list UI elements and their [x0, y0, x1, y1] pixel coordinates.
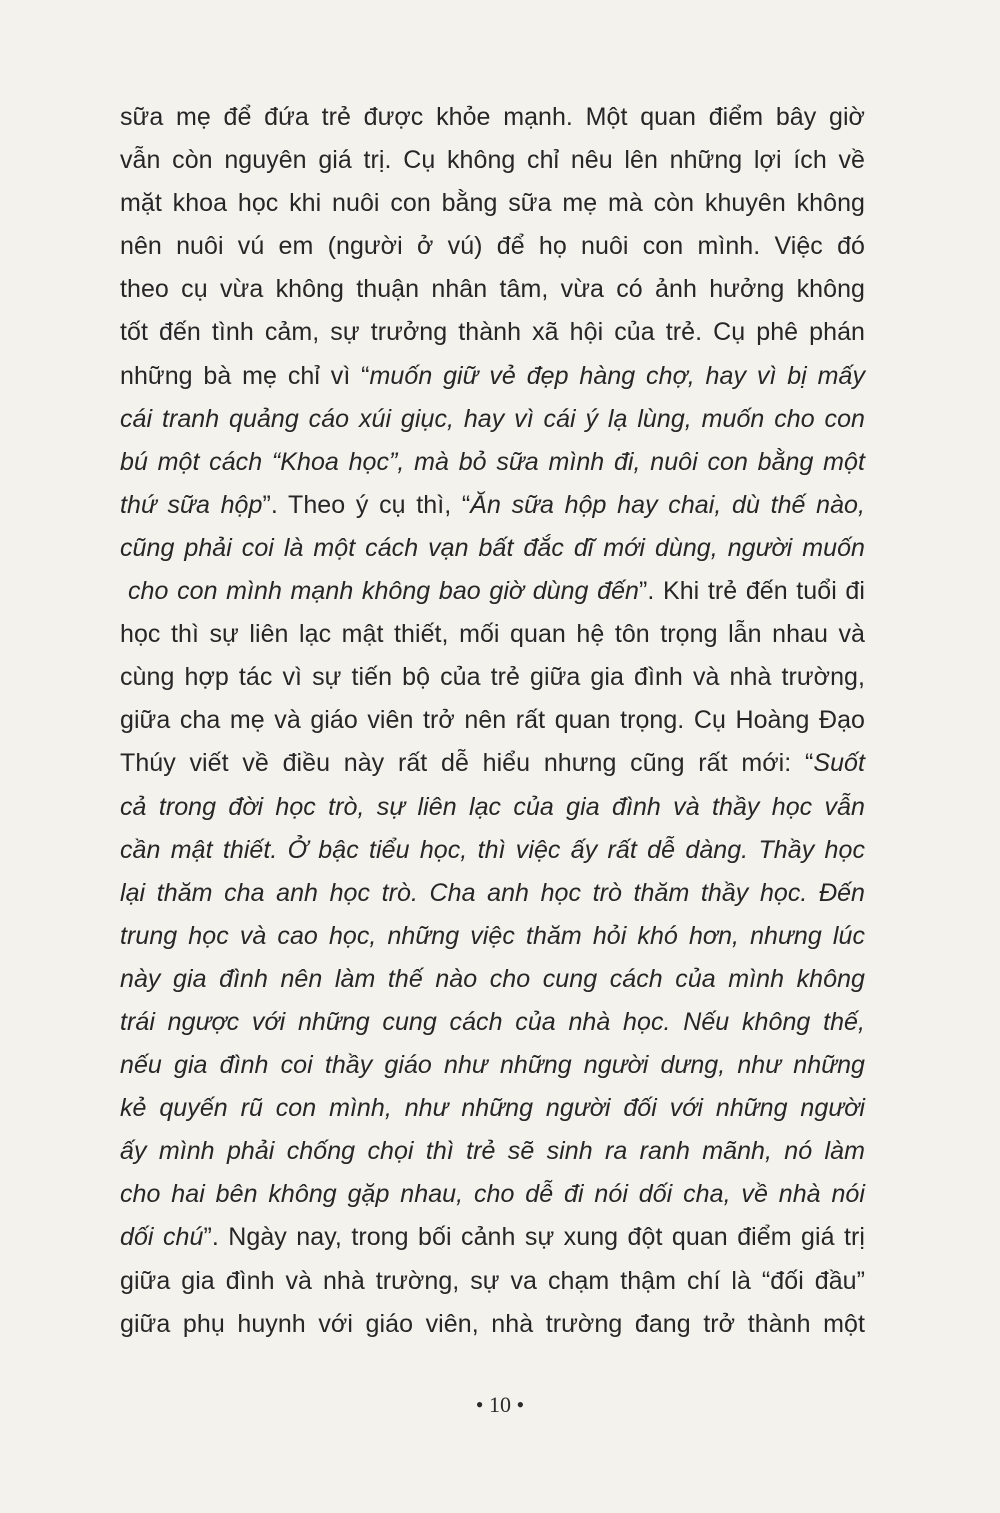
text-segment: giữa cha mẹ và giáo viên trở nên rất quan trọng. Cụ Hoàng Đạo — [120, 706, 865, 735]
italic-quote-segment: cho hai bên không gặp nhau, cho dễ đi nói dối cha, về nhà nói — [120, 1180, 865, 1209]
text-line — [120, 441, 865, 484]
text-segment: học thì sự liên lạc mật thiết, mối quan hệ tôn trọng lẫn nhau và — [120, 620, 865, 649]
text-segment: cùng hợp tác vì sự tiến bộ của trẻ giữa gia đình và nhà trường, — [120, 663, 865, 692]
text-line — [120, 656, 865, 699]
text-line — [120, 268, 865, 311]
text-line — [120, 1001, 865, 1044]
text-segment: giữa phụ huynh với giáo viên, nhà trường đang trở thành một — [120, 1309, 865, 1338]
italic-quote-segment: nếu gia đình coi thầy giáo như những người dưng, như những — [120, 1051, 865, 1080]
text-line — [120, 398, 865, 441]
text-segment: Thúy viết về điều này rất dễ hiểu nhưng cũng rất mới: “ — [120, 749, 814, 778]
text-line — [120, 1044, 865, 1087]
text-line — [120, 915, 865, 958]
italic-quote-segment: cả trong đời học trò, sự liên lạc của gia đình và thầy học vẫn — [120, 792, 865, 821]
text-line — [120, 96, 865, 139]
italic-quote-segment: Ăn sữa hộp hay chai, dù thế nào, — [470, 490, 865, 519]
text-line — [120, 1216, 865, 1259]
text-line — [120, 829, 865, 872]
page-number: • 10 • — [475, 1392, 525, 1417]
italic-quote-segment: trái ngược với những cung cách của nhà học. Nếu không thế, — [120, 1007, 865, 1036]
text-line — [120, 311, 865, 354]
italic-quote-segment: này gia đình nên làm thế nào cho cung cách của mình không — [120, 964, 865, 993]
text-line — [120, 786, 865, 829]
text-line — [120, 1303, 865, 1346]
text-line — [120, 1173, 865, 1216]
italic-quote-segment: cũng phải coi là một cách vạn bất đắc dĩ mới dùng, người muốn — [120, 533, 865, 562]
text-segment: theo cụ vừa không thuận nhân tâm, vừa có ảnh hưởng không — [120, 275, 865, 304]
text-line — [120, 1130, 865, 1173]
body-text — [120, 96, 865, 1346]
text-segment: giữa gia đình và nhà trường, sự va chạm thậm chí là “đối đầu” — [120, 1266, 865, 1295]
text-line — [120, 872, 865, 915]
italic-quote-segment: kẻ quyến rũ con mình, như những người đối với những người — [120, 1094, 865, 1123]
italic-quote-segment: trung học và cao học, những việc thăm hỏi khó hơn, nhưng lúc — [120, 921, 865, 950]
text-line — [120, 182, 865, 225]
text-line — [120, 570, 865, 613]
text-line — [120, 613, 865, 656]
text-segment: những bà mẹ chỉ vì “ — [120, 361, 370, 390]
text-line — [120, 699, 865, 742]
italic-quote-segment: dối chú — [120, 1223, 204, 1252]
italic-quote-segment: bú một cách “Khoa học”, mà bỏ sữa mình đi, nuôi con bằng một — [120, 447, 865, 476]
italic-quote-segment: cần mật thiết. Ở bậc tiểu học, thì việc ấy rất dễ dàng. Thầy học — [120, 835, 865, 864]
text-segment: ”. Ngày nay, trong bối cảnh sự xung đột quan điểm giá trị — [203, 1223, 865, 1252]
italic-quote-segment: thứ sữa hộp — [120, 490, 263, 519]
text-line — [120, 527, 865, 570]
text-line — [120, 1260, 865, 1303]
text-segment: sữa mẹ để đứa trẻ được khỏe mạnh. Một quan điểm bây giờ — [120, 103, 865, 131]
text-segment: vẫn còn nguyên giá trị. Cụ không chỉ nêu lên những lợi ích về — [120, 146, 865, 175]
text-line — [120, 225, 865, 268]
text-line — [120, 1087, 865, 1130]
text-segment: mặt khoa học khi nuôi con bằng sữa mẹ mà còn khuyên không — [120, 189, 865, 218]
italic-quote-segment: lại thăm cha anh học trò. Cha anh học trò thăm thầy học. Đến — [120, 878, 865, 907]
text-line — [120, 484, 865, 527]
text-line — [120, 355, 865, 398]
italic-quote-segment: muốn giữ vẻ đẹp hàng chợ, hay vì bị mấy — [369, 361, 865, 390]
text-segment: ”. Theo ý cụ thì, “ — [262, 490, 471, 519]
italic-quote-segment: Suốt — [813, 749, 865, 778]
text-line — [120, 958, 865, 1001]
text-segment: tốt đến tình cảm, sự trưởng thành xã hội của trẻ. Cụ phê phán — [120, 318, 865, 347]
text-segment: nên nuôi vú em (người ở vú) để họ nuôi con mình. Việc đó — [120, 232, 865, 261]
text-line — [120, 742, 865, 785]
italic-quote-segment: cái tranh quảng cáo xúi giục, hay vì cái ý lạ lùng, muốn cho con — [120, 404, 865, 433]
text-segment: ”. Khi trẻ đến tuổi đi — [639, 577, 865, 606]
italic-quote-segment: cho con mình mạnh không bao giờ dùng đến — [128, 577, 639, 606]
text-line — [120, 139, 865, 182]
italic-quote-segment: ấy mình phải chống chọi thì trẻ sẽ sinh ra ranh mãnh, nó làm — [120, 1137, 865, 1166]
